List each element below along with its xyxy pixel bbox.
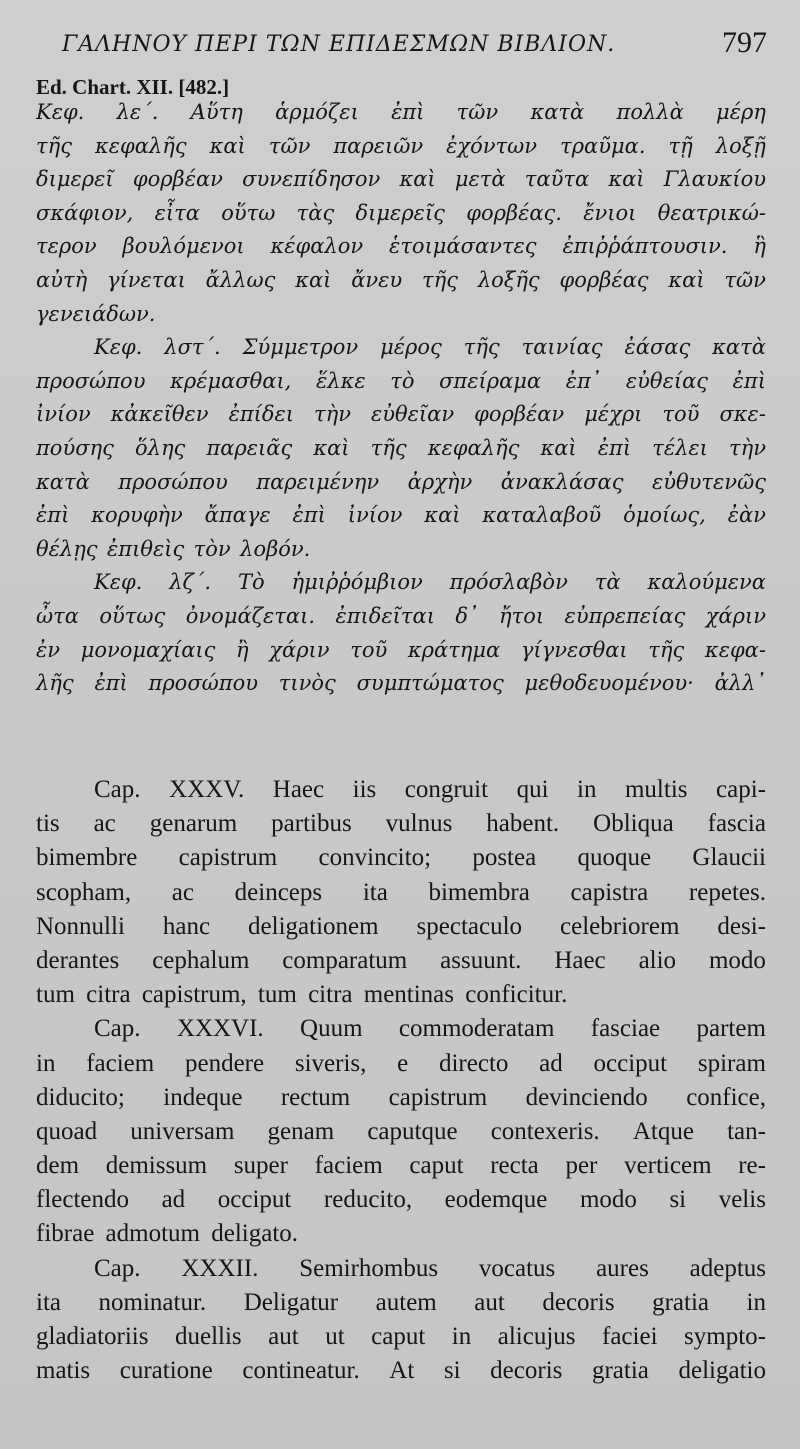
running-title: ΓΑΛΗΝΟΥ ΠΕΡΙ ΤΩΝ ΕΠΙΔΕΣΜΩΝ ΒΙΒΛΙΟΝ. (62, 32, 616, 57)
greek-line: διμερεῖ φορβέαν συνεπίδησον καὶ μετὰ ταῦτα καὶ Γλαυκίου (36, 167, 766, 192)
latin-line: tum citra capistrum, tum citra mentinas conficitur. (36, 981, 568, 1009)
greek-line: πούσης ὅλης παρειᾶς καὶ τῆς κεφαλῆς καὶ ἐπὶ τέλει τὴν (36, 435, 766, 460)
greek-line: προσώπου κρέμασθαι, ἕλκε τὸ σπείραμα ἐπ᾿ εὐθείας ἐπὶ (36, 368, 766, 393)
latin-line: gladiatoriis duellis aut ut caput in alicujus faciei sympto- (36, 1323, 766, 1350)
page-header (62, 26, 767, 66)
page-number: 797 (722, 26, 767, 59)
latin-line: flectendo ad occiput reducito, eodemque modo si velis (36, 1186, 766, 1214)
latin-line: matis curatione contineatur. At si decoris gratia deligatio (36, 1357, 766, 1385)
greek-line: Κεφ. λε΄. Αὕτη ἁρμόζει ἐπὶ τῶν κατὰ πολλὰ μέρη (36, 100, 766, 124)
greek-line: αὐτὴ γίνεται ἄλλως καὶ ἄνευ τῆς λοξῆς φορβέας καὶ τῶν (36, 267, 766, 292)
greek-line: ἐπὶ κορυφὴν ἄπαγε ἐπὶ ἰνίον καὶ καταλαβοῦ ὁμοίως, ἐὰν (36, 503, 766, 528)
latin-line: scopham, ac deinceps ita bimembra capistra repetes. (36, 878, 766, 906)
greek-line: τῆς κεφαλῆς καὶ τῶν παρειῶν ἐχόντων τραῦμα. τῇ λοξῇ (36, 133, 766, 158)
latin-line: Nonnulli hanc deligationem spectaculo celebriorem desi- (36, 912, 766, 940)
latin-line: Cap. XXXII. Semirhombus vocatus aures adeptus (94, 1254, 766, 1282)
greek-line: ἐν μονομαχίαις ἢ χάριν τοῦ κράτημα γίγνεσθαι τῆς κεφα- (36, 637, 766, 662)
greek-line: λῆς ἐπὶ προσώπου τινὸς συμπτώματος μεθοδευομένου· ἀλλ᾿ (36, 671, 766, 696)
latin-line: ita nominatur. Deligatur autem aut decoris gratia in (36, 1288, 766, 1316)
latin-line: derantes cephalum comparatum assuunt. Haec alio modo (36, 946, 766, 974)
latin-line: diducito; indeque rectum capistrum devinciendo confice, (36, 1083, 766, 1111)
latin-line: quoad universam genam caputque contexeris. Atque tan- (36, 1117, 766, 1145)
greek-line: Κεφ. λζ΄. Τὸ ἡμιῤῥόμβιον πρόσλαβὸν τὰ καλούμενα (94, 570, 766, 595)
greek-line: τερον βουλόμενοι κέφαλον ἑτοιμάσαντες ἐπιῤῥάπτουσιν. ἣ (36, 234, 766, 259)
greek-line: σκάφιον, εἶτα οὕτω τὰς διμερεῖς φορβέας. ἔνιοι θεατρικώ- (36, 200, 766, 225)
greek-line: θέλῃς ἐπιθεὶς τὸν λοβόν. (36, 536, 311, 561)
greek-line: ἰνίον κἀκεῖθεν ἐπίδει τὴν εὐθεῖαν φορβέαν μέχρι τοῦ σκε- (36, 402, 766, 427)
latin-line: bimembre capistrum convincito; postea quoque Glaucii (36, 844, 766, 872)
greek-line: γενειάδων. (36, 301, 156, 326)
latin-line: Cap. XXXV. Haec iis congruit qui in multis capi- (94, 776, 766, 803)
greek-line: κατὰ προσώπου παρειμένην ἀρχὴν ἀνακλάσας εὐθυτενῶς (36, 469, 766, 494)
latin-line: Cap. XXXVI. Quum commoderatam fasciae partem (94, 1015, 766, 1043)
latin-line: fibrae admotum deligato. (36, 1220, 299, 1248)
latin-line: dem demissum super faciem caput recta per verticem re- (36, 1152, 766, 1180)
edition-reference: Ed. Chart. XII. [482.] (36, 75, 230, 99)
greek-line: Κεφ. λστ΄. Σύμμετρον μέρος τῆς ταινίας ἐάσας κατὰ (94, 335, 766, 360)
latin-line: in faciem pendere siveris, e directo ad occiput spiram (36, 1049, 766, 1077)
latin-text-block (36, 773, 766, 1388)
latin-line: tis ac genarum partibus vulnus habent. Obliqua fascia (36, 810, 766, 838)
greek-text-block (36, 96, 766, 701)
greek-line: ὦτα οὕτως ὀνομάζεται. ἐπιδεῖται δ᾿ ἤτοι εὐπρεπείας χάριν (36, 603, 766, 628)
